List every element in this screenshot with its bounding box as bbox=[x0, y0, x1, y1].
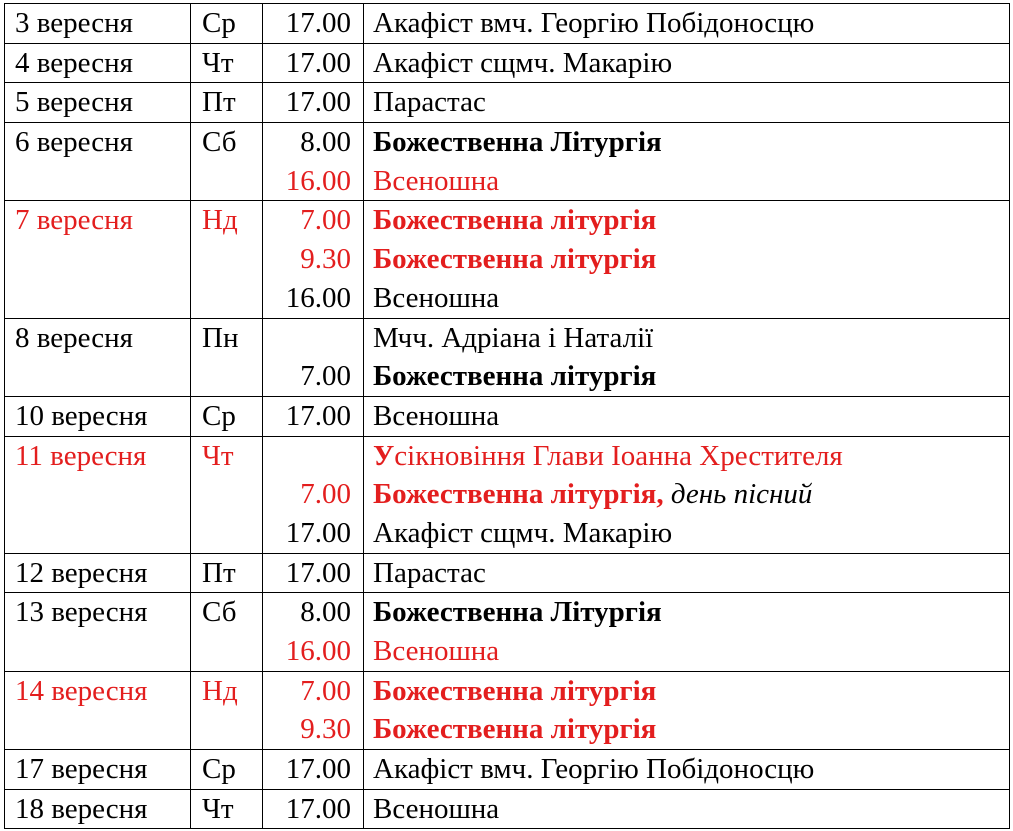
service-line bbox=[364, 319, 1009, 358]
date-text: 4 вересня bbox=[15, 46, 133, 79]
service-cell bbox=[364, 318, 1010, 396]
date-cell bbox=[5, 553, 191, 593]
weekday-text: Нд bbox=[202, 674, 238, 707]
weekday-cell bbox=[191, 436, 263, 553]
service-time: 17.00 bbox=[285, 516, 351, 549]
service-time: 17.00 bbox=[285, 7, 351, 39]
service-name: Божественна Літургія bbox=[373, 596, 662, 629]
weekday-cell bbox=[191, 4, 263, 44]
service-line bbox=[364, 790, 1009, 829]
service-line bbox=[364, 750, 1009, 789]
time-cell bbox=[263, 83, 364, 123]
schedule-row bbox=[5, 318, 1010, 396]
service-time: 7.00 bbox=[300, 674, 351, 707]
service-name: Всеношна bbox=[373, 164, 500, 197]
schedule-row bbox=[5, 553, 1010, 593]
date-cell bbox=[5, 750, 191, 790]
service-cell bbox=[364, 43, 1010, 83]
date-cell bbox=[5, 123, 191, 201]
schedule-table bbox=[4, 3, 1010, 829]
service-name: Божественна літургія bbox=[373, 204, 657, 237]
service-initial-letter: У bbox=[373, 439, 395, 472]
service-name: Акафіст сщмч. Макарію bbox=[373, 516, 673, 549]
weekday-cell bbox=[191, 83, 263, 123]
date-text: 3 вересня bbox=[15, 7, 133, 39]
date-cell bbox=[5, 43, 191, 83]
schedule-row bbox=[5, 750, 1010, 790]
service-name: Всеношна bbox=[373, 399, 500, 432]
time-cell bbox=[263, 4, 364, 44]
date-cell bbox=[5, 4, 191, 44]
time-cell bbox=[263, 671, 364, 749]
service-time: 17.00 bbox=[285, 399, 351, 432]
schedule-row bbox=[5, 789, 1010, 829]
date-text: 14 вересня bbox=[15, 674, 148, 707]
weekday-cell bbox=[191, 396, 263, 436]
schedule-row bbox=[5, 43, 1010, 83]
weekday-text: Пн bbox=[202, 321, 239, 354]
schedule-row bbox=[5, 83, 1010, 123]
date-cell bbox=[5, 789, 191, 829]
service-time: 9.30 bbox=[300, 713, 351, 746]
weekday-text: Чт bbox=[202, 439, 234, 472]
weekday-text: Ср bbox=[202, 753, 236, 786]
service-time: 17.00 bbox=[285, 753, 351, 786]
service-line bbox=[364, 4, 1009, 43]
service-cell bbox=[364, 750, 1010, 790]
service-time: 7.00 bbox=[300, 360, 351, 393]
date-text: 11 вересня bbox=[15, 439, 147, 472]
service-time: 17.00 bbox=[285, 556, 351, 589]
service-time: 17.00 bbox=[285, 46, 351, 79]
schedule-row bbox=[5, 396, 1010, 436]
service-line bbox=[364, 554, 1009, 593]
service-cell bbox=[364, 789, 1010, 829]
time-cell bbox=[263, 436, 364, 553]
date-cell bbox=[5, 201, 191, 318]
service-time: 7.00 bbox=[300, 478, 351, 511]
date-cell bbox=[5, 436, 191, 553]
service-time: 16.00 bbox=[285, 281, 351, 314]
date-text: 13 вересня bbox=[15, 596, 148, 629]
service-cell bbox=[364, 123, 1010, 201]
service-line bbox=[364, 162, 1009, 201]
weekday-cell bbox=[191, 593, 263, 671]
schedule-row bbox=[5, 201, 1010, 318]
service-cell bbox=[364, 201, 1010, 318]
weekday-text: Пт bbox=[202, 556, 236, 589]
service-time bbox=[263, 437, 363, 476]
service-line bbox=[364, 397, 1009, 436]
service-line bbox=[364, 279, 1009, 318]
service-name: Всеношна bbox=[373, 281, 500, 314]
weekday-cell bbox=[191, 318, 263, 396]
service-line bbox=[364, 475, 1009, 514]
weekday-cell bbox=[191, 789, 263, 829]
service-line bbox=[364, 672, 1009, 711]
service-name: Божественна літургія bbox=[373, 674, 657, 707]
time-cell bbox=[263, 201, 364, 318]
service-line bbox=[364, 357, 1009, 396]
service-name: Акафіст вмч. Георгію Побідоносцю bbox=[373, 753, 815, 786]
service-time: 8.00 bbox=[300, 596, 351, 629]
service-name: Божественна літургія bbox=[373, 713, 657, 746]
service-cell bbox=[364, 4, 1010, 44]
service-line bbox=[364, 240, 1009, 279]
weekday-cell bbox=[191, 750, 263, 790]
service-line bbox=[364, 123, 1009, 162]
time-cell bbox=[263, 750, 364, 790]
service-name: Божественна Літургія bbox=[373, 126, 662, 159]
date-text: 17 вересня bbox=[15, 753, 148, 786]
service-time: 16.00 bbox=[285, 635, 351, 667]
date-text: 6 вересня bbox=[15, 126, 133, 159]
service-time: 7.00 bbox=[300, 204, 351, 237]
service-cell bbox=[364, 553, 1010, 593]
date-text: 10 вересня bbox=[15, 399, 148, 432]
service-note: день пісний bbox=[663, 478, 813, 511]
service-line bbox=[364, 514, 1009, 553]
service-name: Всеношна bbox=[373, 792, 500, 825]
service-time bbox=[263, 319, 363, 358]
service-time: 17.00 bbox=[285, 792, 351, 825]
service-line bbox=[364, 83, 1009, 122]
weekday-cell bbox=[191, 123, 263, 201]
weekday-text: Чт bbox=[202, 46, 234, 79]
weekday-text: Сб bbox=[202, 596, 237, 629]
weekday-text: Чт bbox=[202, 792, 234, 825]
schedule-row bbox=[5, 123, 1010, 201]
service-line bbox=[364, 201, 1009, 240]
service-time: 9.30 bbox=[300, 243, 351, 276]
date-text: 5 вересня bbox=[15, 86, 133, 119]
service-cell bbox=[364, 671, 1010, 749]
service-line bbox=[364, 437, 1009, 476]
service-line bbox=[364, 710, 1009, 749]
service-name: Парастас bbox=[373, 556, 486, 589]
service-cell bbox=[364, 83, 1010, 123]
date-cell bbox=[5, 671, 191, 749]
time-cell bbox=[263, 123, 364, 201]
service-name: Всеношна bbox=[373, 635, 500, 667]
weekday-cell bbox=[191, 671, 263, 749]
time-cell bbox=[263, 553, 364, 593]
date-text: 7 вересня bbox=[15, 204, 133, 237]
weekday-cell bbox=[191, 201, 263, 318]
schedule-row bbox=[5, 436, 1010, 553]
service-name: Божественна літургія, bbox=[373, 478, 664, 511]
weekday-text: Ср bbox=[202, 7, 236, 39]
schedule-row bbox=[5, 593, 1010, 671]
service-name: Парастас bbox=[373, 86, 486, 119]
weekday-cell bbox=[191, 43, 263, 83]
date-text: 12 вересня bbox=[15, 556, 148, 589]
service-name: Мчч. Адріана і Наталії bbox=[373, 321, 654, 354]
service-line bbox=[364, 44, 1009, 83]
date-text: 18 вересня bbox=[15, 792, 148, 825]
date-cell bbox=[5, 83, 191, 123]
weekday-text: Сб bbox=[202, 126, 237, 159]
service-name: Акафіст вмч. Георгію Побідоносцю bbox=[373, 7, 815, 39]
service-cell bbox=[364, 396, 1010, 436]
date-text: 8 вересня bbox=[15, 321, 133, 354]
schedule-row bbox=[5, 4, 1010, 44]
weekday-text: Ср bbox=[202, 399, 236, 432]
time-cell bbox=[263, 43, 364, 83]
time-cell bbox=[263, 789, 364, 829]
time-cell bbox=[263, 396, 364, 436]
service-cell bbox=[364, 436, 1010, 553]
schedule-body bbox=[5, 4, 1010, 829]
service-cell bbox=[364, 593, 1010, 671]
service-time: 16.00 bbox=[285, 164, 351, 197]
date-cell bbox=[5, 318, 191, 396]
weekday-cell bbox=[191, 553, 263, 593]
weekday-text: Нд bbox=[202, 204, 238, 237]
time-cell bbox=[263, 593, 364, 671]
service-name: Божественна літургія bbox=[373, 360, 657, 393]
date-cell bbox=[5, 593, 191, 671]
service-name: сікновіння Глави Іоанна Хрестителя bbox=[394, 439, 843, 472]
time-cell bbox=[263, 318, 364, 396]
service-time: 17.00 bbox=[285, 86, 351, 119]
service-line bbox=[364, 632, 1009, 671]
schedule-row bbox=[5, 671, 1010, 749]
service-line bbox=[364, 593, 1009, 632]
date-cell bbox=[5, 396, 191, 436]
service-time: 8.00 bbox=[300, 126, 351, 159]
service-name: Акафіст сщмч. Макарію bbox=[373, 46, 673, 79]
weekday-text: Пт bbox=[202, 86, 236, 119]
service-name: Божественна літургія bbox=[373, 243, 657, 276]
